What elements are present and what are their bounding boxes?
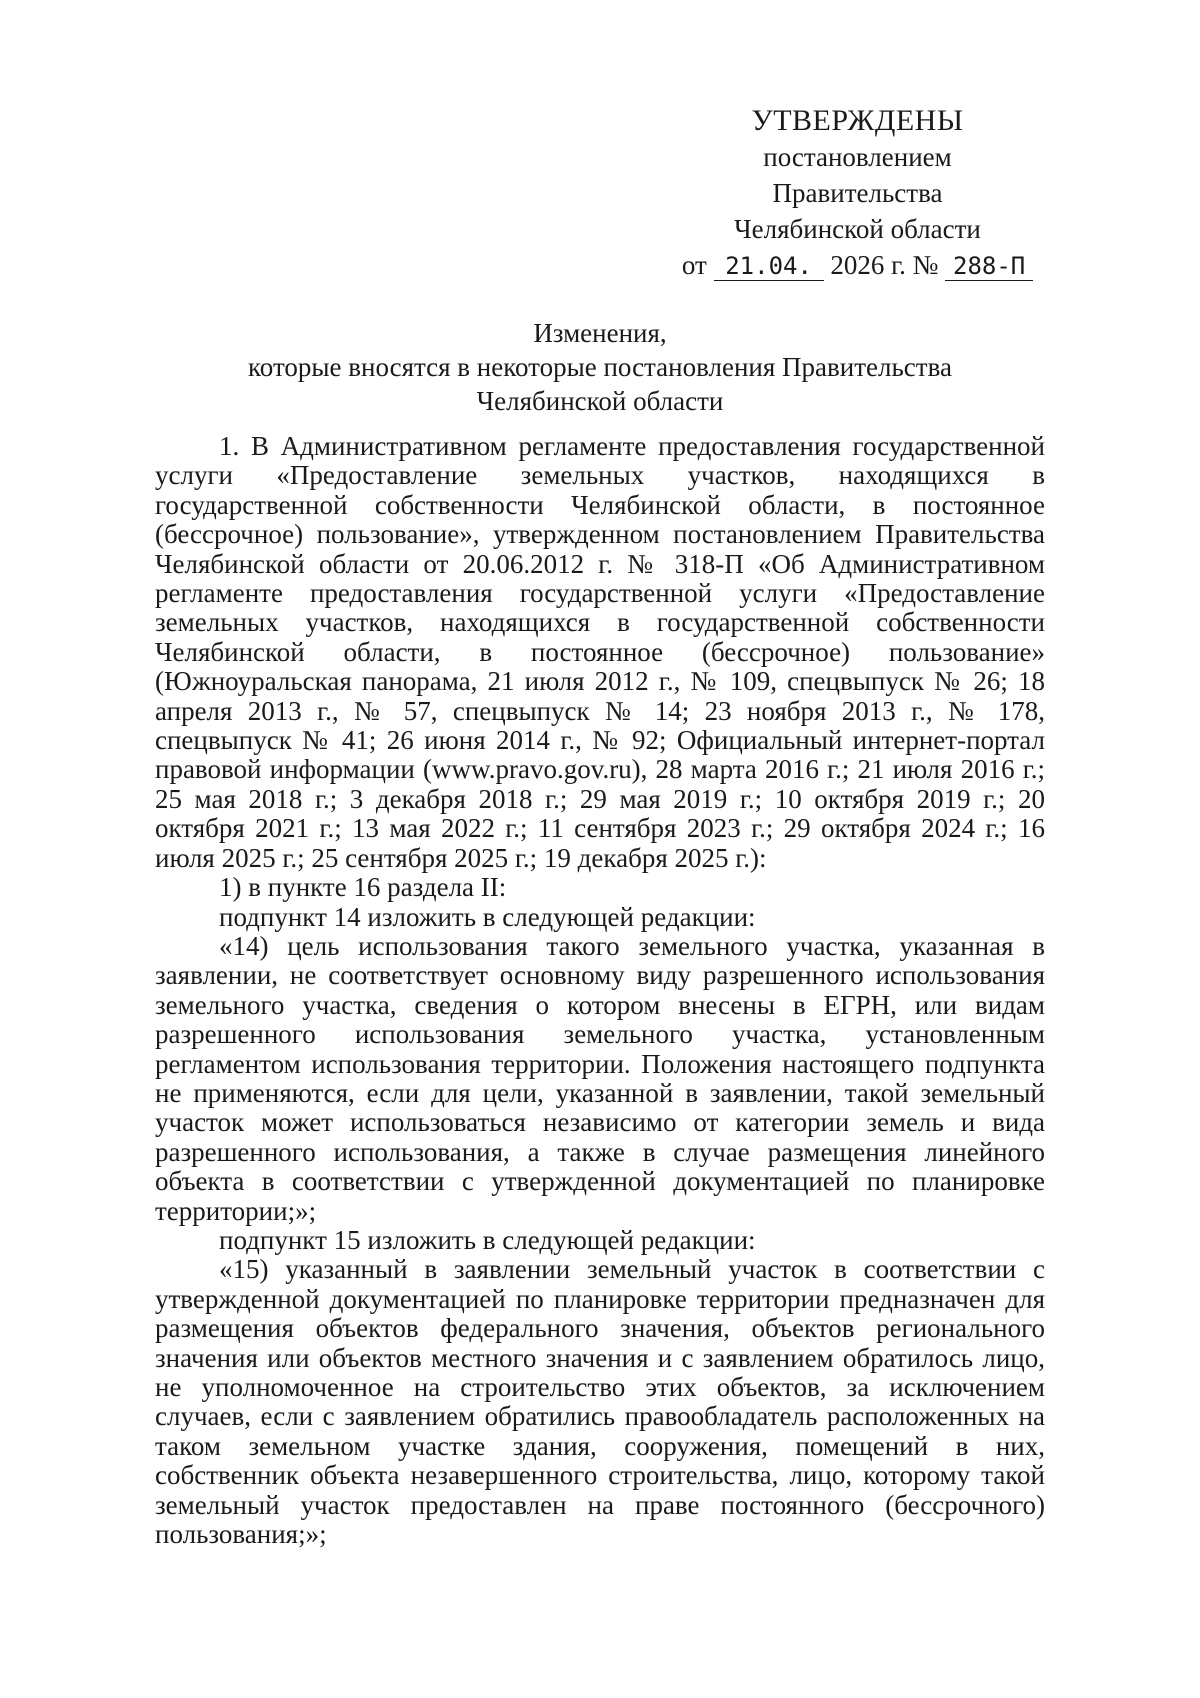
paragraph-instruction-14: подпункт 14 изложить в следующей редакции: <box>219 901 756 932</box>
approval-heading: УТВЕРЖДЕНЫ <box>751 104 964 137</box>
approval-date-line <box>680 247 1035 283</box>
approval-year: 2026 г. № <box>830 250 939 280</box>
approval-number: 288-П <box>945 252 1033 281</box>
title-line-3: Челябинской области <box>476 386 724 416</box>
paragraph-instruction-15: подпункт 15 изложить в следующей редакции: <box>219 1224 756 1255</box>
document-title <box>150 316 1050 418</box>
approval-line-2: Челябинской области <box>734 214 981 244</box>
paragraph-subpoint-15: «15) указанный в заявлении земельный участок в соответствии с утвержденной документацией по планировке территории предназначен для размещения объектов федерального значения, объектов регионального значения или объектов местного значения и с заявлением обратилось лицо, не уполномоченное на строительство этих объектов, за исключением случаев, если с заявлением обратились правообладатель расположенных на таком земельном участке здания, сооружения, помещений в них, собственник объекта незавершенного строительства, лицо, которому такой земельный участок предоставлен на праве постоянного (бессрочного) пользования;»; <box>155 1254 1045 1550</box>
title-line-1: Изменения, <box>533 318 667 348</box>
approval-stamp <box>680 103 1035 283</box>
title-line-2: которые вносятся в некоторые постановления Правительства <box>248 352 952 382</box>
approval-date-prefix: от <box>681 250 707 280</box>
paragraph-subitem-1: 1) в пункте 16 раздела II: <box>219 872 507 903</box>
paragraph-subpoint-14: «14) цель использования такого земельного участка, указанная в заявлении, не соответствует основному виду разрешенного использования земельного участка, сведения о котором внесены в ЕГРН, или видам разрешенного использования земельного участка, установленным регламентом использования территории. Положения настоящего подпункта не применяются, если для цели, указанной в заявлении, такой земельный участок может использоваться независимо от категории земель и вида разрешенного использования, а также в случае размещения линейного объекта в соответствии с утвержденной документацией по планировке территории;»; <box>155 930 1045 1226</box>
document-body <box>155 432 1045 1549</box>
approval-line-1: постановлением Правительства <box>763 142 952 208</box>
paragraph-item-1: 1. В Административном регламенте предоставления государственной услуги «Предоставление земельных участков, находящихся в государственной собственности Челябинской области, в постоянное (бессрочное) пользование», утвержденном постановлением Правительства Челябинской области от 20.06.2012 г. № 318-П «Об Административном регламенте предоставления государственной услуги «Предоставление земельных участков, находящихся в государственной собственности Челябинской области, в постоянное (бессрочное) пользование» (Южноуральская панорама, 21 июля 2012 г., № 109, спецвыпуск № 26; 18 апреля 2013 г., № 57, спецвыпуск № 14; 23 ноября 2013 г., № 178, спецвыпуск № 41; 26 июня 2014 г., № 92; Официальный интернет-портал правовой информации (www.pravo.gov.ru), 28 марта 2016 г.; 21 июля 2016 г.; 25 мая 2018 г.; 3 декабря 2018 г.; 29 мая 2019 г.; 10 октября 2019 г.; 20 октября 2021 г.; 13 мая 2022 г.; 11 сентября 2023 г.; 29 октября 2024 г.; 16 июля 2025 г.; 25 сентября 2025 г.; 19 декабря 2025 г.): <box>155 431 1045 873</box>
approval-date: 21.04. <box>714 252 824 281</box>
